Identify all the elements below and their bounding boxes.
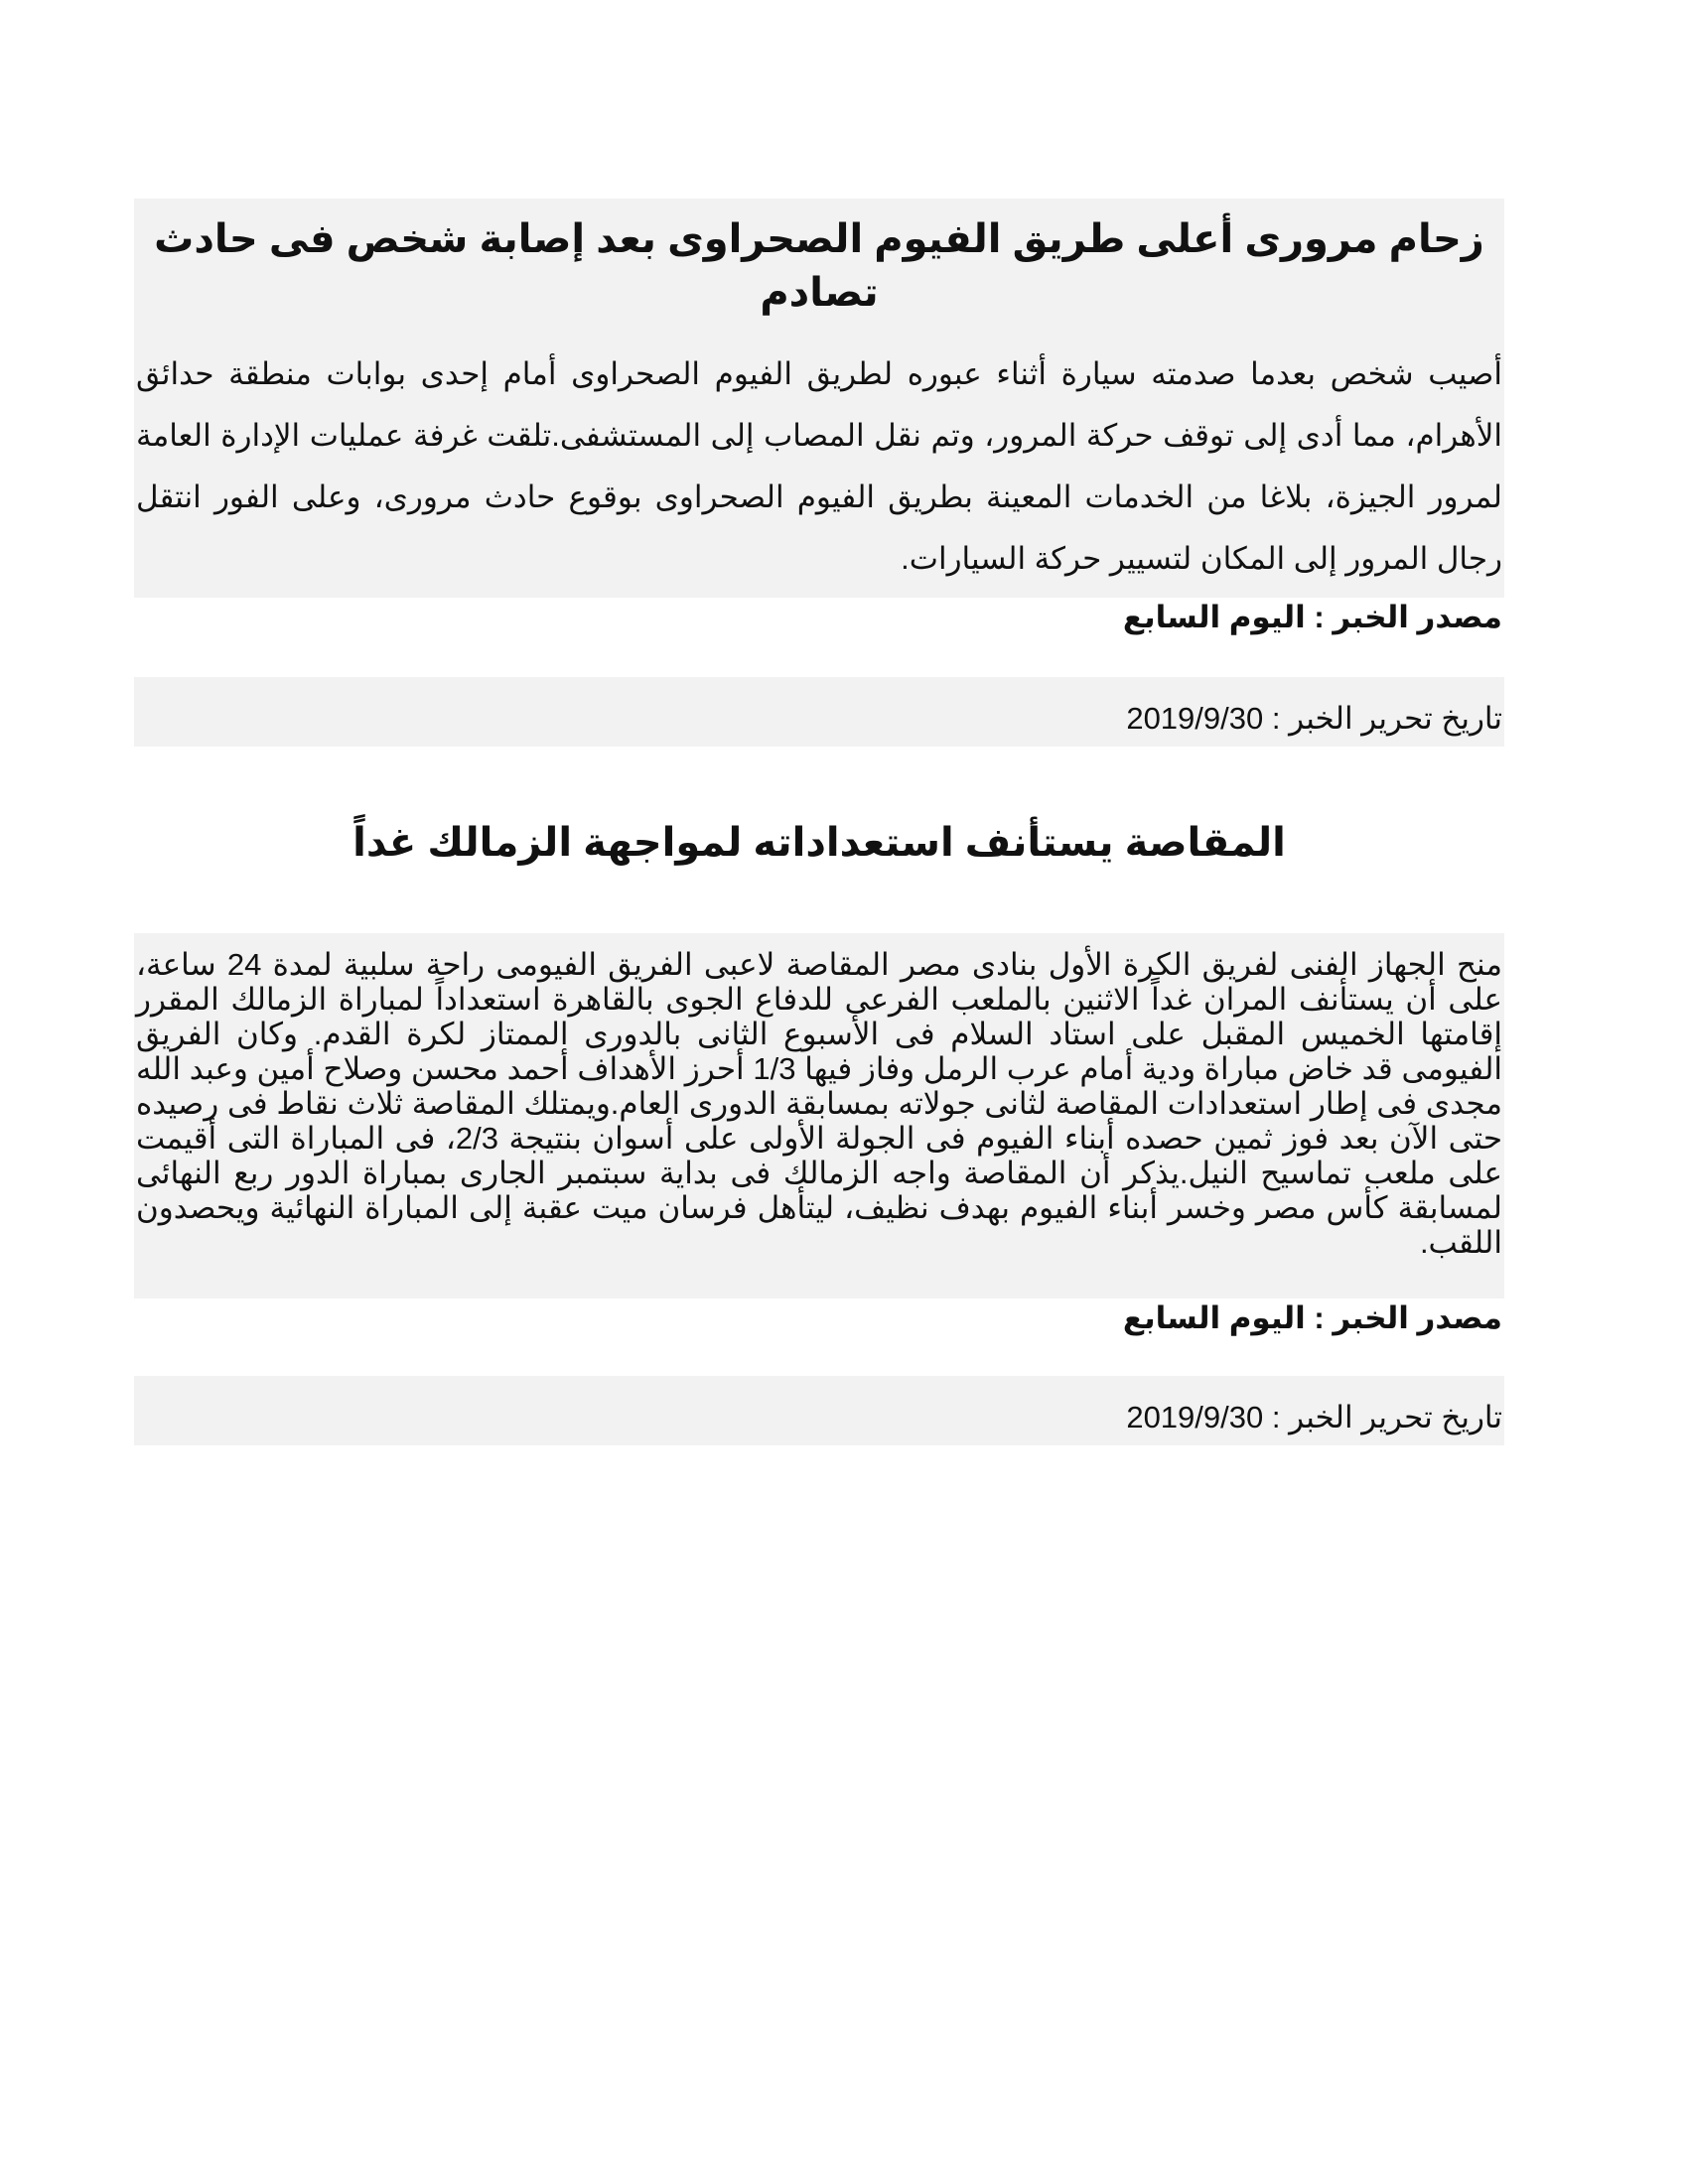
article-1-source-block [134,598,1504,637]
article-1-date: تاريخ تحرير الخبر : 2019/9/30 [1126,701,1502,736]
article-1-source: مصدر الخبر : اليوم السابع [1122,600,1502,634]
article-2-body-block [134,933,1504,1298]
article-2-date: تاريخ تحرير الخبر : 2019/9/30 [1126,1400,1502,1434]
article-1-title-block [134,199,1504,328]
article-2-date-block [134,1376,1504,1445]
article-2-title-block [134,816,1504,876]
article-1-body: أصيب شخص بعدما صدمته سيارة أثناء عبوره لطريق الفيوم الصحراوى أمام إحدى بوابات منطقة حدائق الأهرام، مما أدى إلى توقف حركة المرور، وتم نقل المصاب إلى المستشفى.تلقت غرفة عمليات الإدارة العامة لمرور الجيزة، بلاغا من الخدمات المعينة بطريق الفيوم الصحراوى بوقوع حادث مرورى، وعلى الفور انتقل رجال المرور إلى المكان لتسيير حركة السيارات. [136,356,1502,576]
article-1-body-block [134,328,1504,598]
article-2-source-block [134,1298,1504,1338]
article-2-source: مصدر الخبر : اليوم السابع [1122,1300,1502,1335]
article-1-title: زحام مرورى أعلى طريق الفيوم الصحراوى بعد إصابة شخص فى حادث تصادم [154,217,1484,315]
article-1-date-block [134,677,1504,747]
article-2-title: المقاصة يستأنف استعداداته لمواجهة الزمالك غداً [352,821,1286,865]
article-2-body: منح الجهاز الفنى لفريق الكرة الأول بنادى مصر المقاصة لاعبى الفريق الفيومى راحة سلبية لمدة 24 ساعة، على أن يستأنف المران غداً الاثنين بالملعب الفرعى للدفاع الجوى بالقاهرة استعداداً لمباراة الزمالك المقرر إقامتها الخميس المقبل على استاد السلام فى الأسبوع الثانى بالدورى الممتاز لكرة القدم. وكان الفريق الفيومى قد خاض مباراة ودية أمام عرب الرمل وفاز فيها 1/3 أحرز الأهداف أحمد محسن وصلاح أمين وعبد الله مجدى فى إطار استعدادات المقاصة لثانى جولاته بمسابقة الدورى العام.ويمتلك المقاصة ثلاث نقاط فى رصيده حتى الآن بعد فوز ثمين حصده أبناء الفيوم فى الجولة الأولى على أسوان بنتيجة 2/3، فى المباراة التى أقيمت على ملعب تماسيح النيل.يذكر أن المقاصة واجه الزمالك فى بداية سبتمبر الجارى بمباراة الدور ربع النهائى لمسابقة كأس مصر وخسر أبناء الفيوم بهدف نظيف، ليتأهل فرسان ميت عقبة إلى المباراة النهائية ويحصدون اللقب. [136,947,1503,1260]
